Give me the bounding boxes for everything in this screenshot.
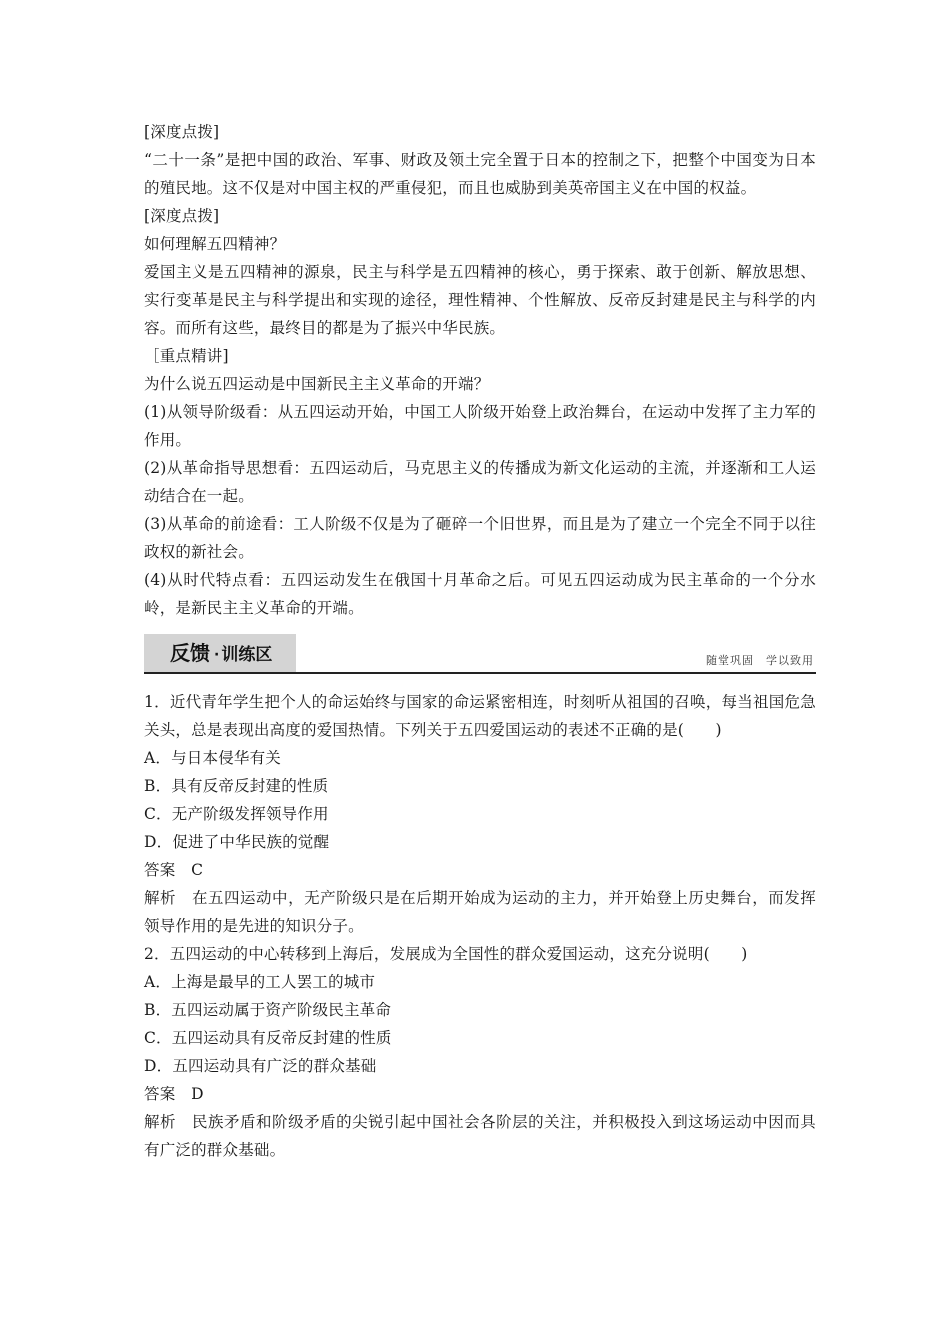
question-1-analysis: 解析 在五四运动中，无产阶级只是在后期开始成为运动的主力，并开始登上历史舞台，而发挥领导作用的是先进的知识分子。 bbox=[144, 889, 816, 935]
document-page bbox=[144, 118, 816, 1164]
question-1-stem: 1．近代青年学生把个人的命运始终与国家的命运紧密相连，时刻听从祖国的召唤，每当祖国危急关头，总是表现出高度的爱国热情。下列关于五四爱国运动的表述不正确的是( ) bbox=[144, 693, 816, 739]
paragraph-may-fourth-spirit: 爱国主义是五四精神的源泉，民主与科学是五四精神的核心，勇于探索、敢于创新、解放思想、实行变革是民主与科学提出和实现的途径，理性精神、个性解放、反帝反封建是民主与科学的内容。而所有这些，最终目的都是为了振兴中华民族。 bbox=[144, 263, 816, 337]
heading-deep-tip-1: [深度点拨] bbox=[144, 123, 220, 141]
question-2-answer: 答案 D bbox=[144, 1085, 204, 1103]
heading-key-explanation: ［重点精讲] bbox=[144, 347, 229, 365]
question-may-fourth-spirit: 如何理解五四精神？ bbox=[144, 235, 286, 253]
heading-deep-tip-2: [深度点拨] bbox=[144, 207, 220, 225]
question-1-option-a: A．与日本侵华有关 bbox=[144, 749, 281, 767]
point-item-3: (3)从革命的前途看：工人阶级不仅是为了砸碎一个旧世界，而且是为了建立一个完全不同于以往政权的新社会。 bbox=[144, 515, 816, 561]
question-2-option-c: C．五四运动具有反帝反封建的性质 bbox=[144, 1029, 392, 1047]
question-1-answer: 答案 C bbox=[144, 861, 204, 879]
question-new-democratic-revolution: 为什么说五四运动是中国新民主主义革命的开端？ bbox=[144, 375, 490, 393]
question-2-analysis: 解析 民族矛盾和阶级矛盾的尖锐引起中国社会各阶层的关注，并积极投入到这场运动中因而具有广泛的群众基础。 bbox=[144, 1113, 816, 1159]
point-item-2: (2)从革命指导思想看：五四运动后，马克思主义的传播成为新文化运动的主流，并逐渐和工人运动结合在一起。 bbox=[144, 459, 816, 505]
section-header-feedback bbox=[144, 634, 816, 674]
paragraph-twenty-one-demands: “二十一条”是把中国的政治、军事、财政及领土完全置于日本的控制之下，把整个中国变为日本的殖民地。这不仅是对中国主权的严重侵犯，而且也威胁到美英帝国主义在中国的权益。 bbox=[144, 151, 816, 197]
question-2-option-b: B．五四运动属于资产阶级民主革命 bbox=[144, 1001, 392, 1019]
section-title bbox=[170, 639, 272, 669]
section-slogan: 随堂巩固 学以致用 bbox=[706, 654, 814, 667]
section-title-dot: · bbox=[214, 646, 220, 663]
question-1-option-c: C．无产阶级发挥领导作用 bbox=[144, 805, 329, 823]
question-2-option-a: A．上海是最早的工人罢工的城市 bbox=[144, 973, 376, 991]
question-2-stem: 2．五四运动的中心转移到上海后，发展成为全国性的群众爱国运动，这充分说明( ) bbox=[144, 945, 748, 963]
point-item-1: (1)从领导阶级看：从五四运动开始，中国工人阶级开始登上政治舞台，在运动中发挥了主力军的作用。 bbox=[144, 403, 816, 449]
question-1-option-d: D．促进了中华民族的觉醒 bbox=[144, 833, 330, 851]
question-2-option-d: D．五四运动具有广泛的群众基础 bbox=[144, 1057, 377, 1075]
question-1-option-b: B．具有反帝反封建的性质 bbox=[144, 777, 329, 795]
point-item-4: (4)从时代特点看：五四运动发生在俄国十月革命之后。可见五四运动成为民主革命的一个分水岭，是新民主主义革命的开端。 bbox=[144, 571, 816, 617]
section-title-main: 反馈 bbox=[170, 641, 210, 665]
section-title-sub: 训练区 bbox=[221, 645, 273, 665]
